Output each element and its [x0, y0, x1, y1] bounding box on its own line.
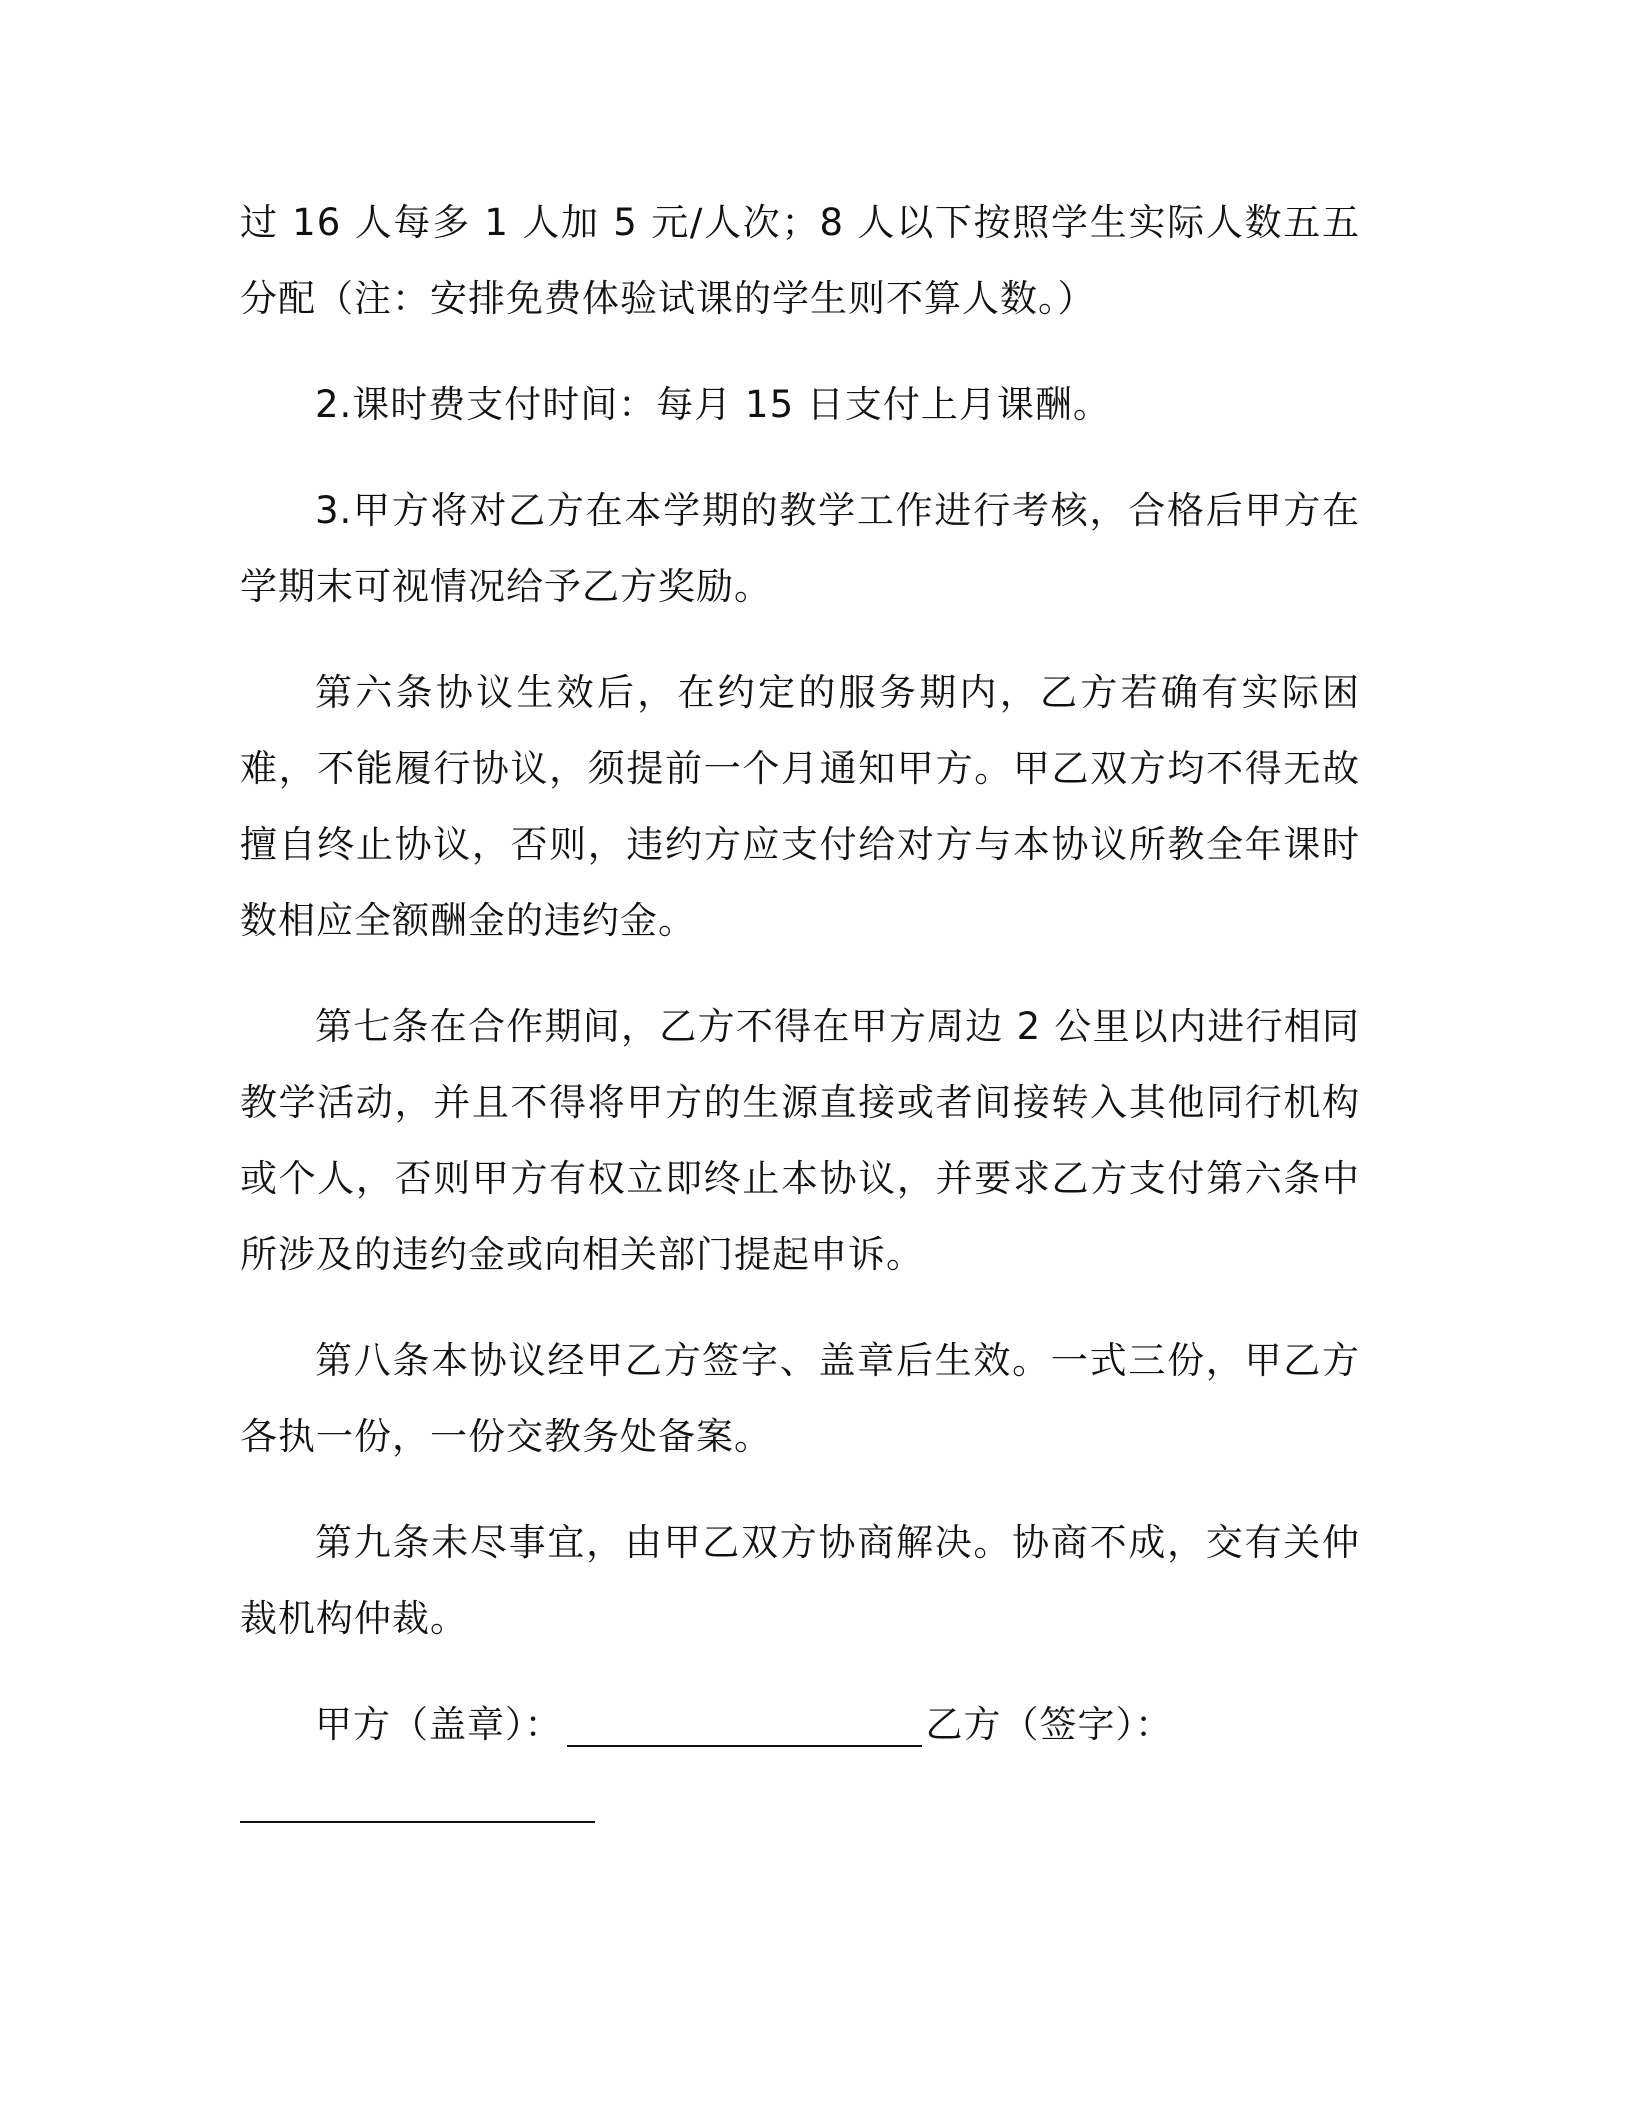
- paragraph-article-nine: 第九条未尽事宜，由甲乙双方协商解决。协商不成，交有关仲裁机构仲裁。: [240, 1521, 1360, 1640]
- paragraph-assessment: 3.甲方将对乙方在本学期的教学工作进行考核，合格后甲方在学期末可视情况给予乙方奖励。: [240, 489, 1360, 608]
- paragraph-article-six: 第六条协议生效后，在约定的服务期内，乙方若确有实际困难，不能履行协议，须提前一个月通知甲方。甲乙双方均不得无故擅自终止协议，否则，违约方应支付给对方与本协议所教全年课时数相应全额酬金的违约金。: [240, 671, 1360, 942]
- party-a-label: 甲方（盖章）：: [315, 1703, 563, 1746]
- party-b-signature-blank[interactable]: [240, 1781, 595, 1823]
- party-b-label: 乙方（签字）：: [925, 1703, 1173, 1746]
- signature-line: [240, 1687, 1360, 1763]
- paragraph-fee-continuation: 过 16 人每多 1 人加 5 元/人次；8 人以下按照学生实际人数五五分配（注：安排免费体验试课的学生则不算人数。）: [240, 201, 1360, 320]
- document-body: [240, 185, 1360, 1823]
- paragraph-payment-time: 2.课时费支付时间：每月 15 日支付上月课酬。: [315, 383, 1111, 426]
- paragraph-article-seven: 第七条在合作期间，乙方不得在甲方周边 2 公里以内进行相同教学活动，并且不得将甲方的生源直接或者间接转入其他同行机构或个人，否则甲方有权立即终止本协议，并要求乙方支付第六条中所涉及的违约金或向相关部门提起申诉。: [240, 1005, 1360, 1276]
- paragraph-article-eight: 第八条本协议经甲乙方签字、盖章后生效。一式三份，甲乙方各执一份，一份交教务处备案。: [240, 1339, 1360, 1458]
- party-a-signature-blank[interactable]: [567, 1705, 922, 1747]
